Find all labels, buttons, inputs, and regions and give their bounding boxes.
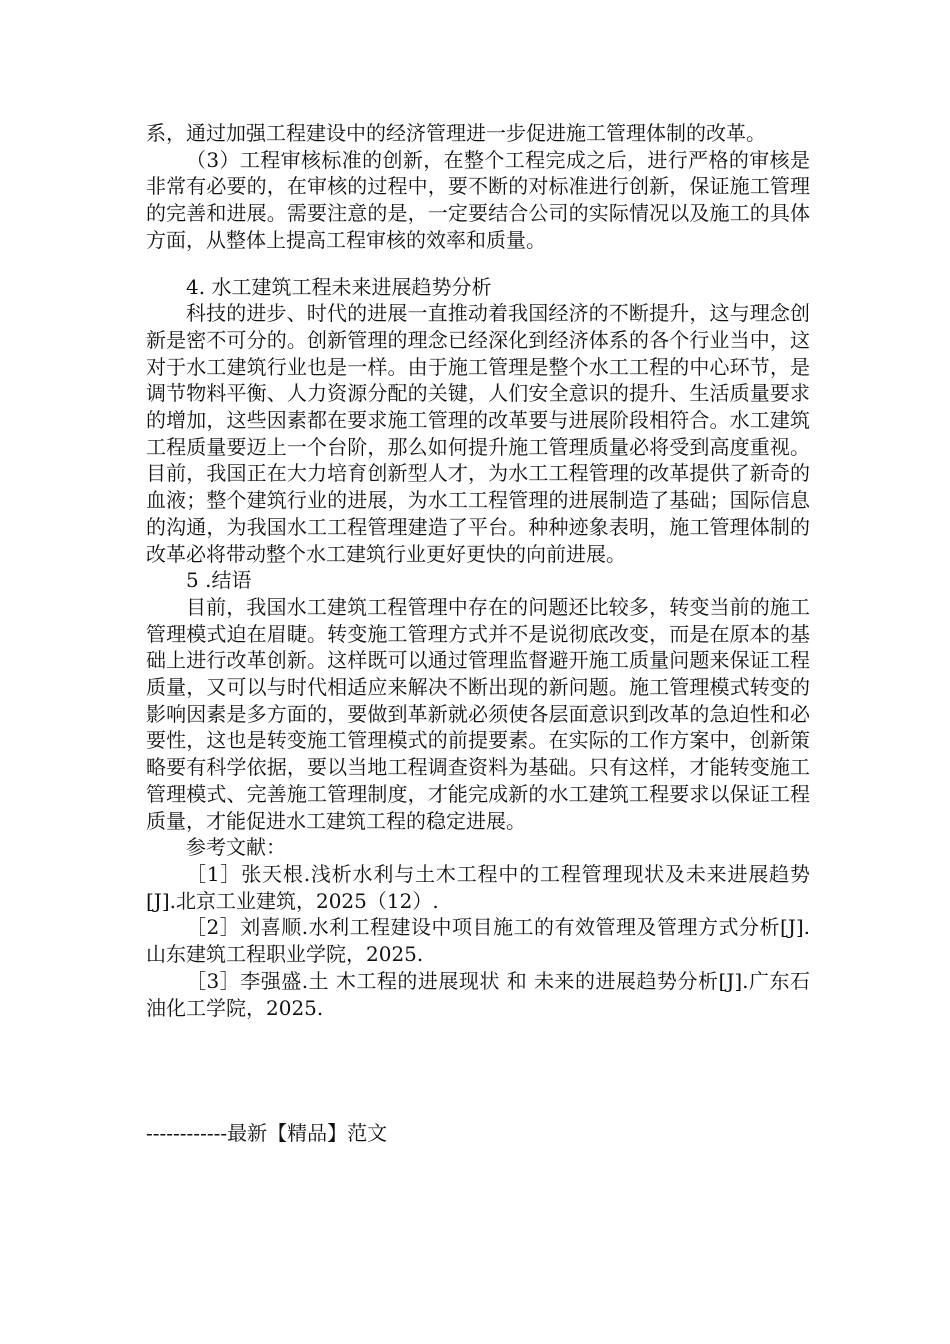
document-body bbox=[146, 120, 810, 1021]
reference-item-1: ［1］张天根.浅析水利与土木工程中的工程管理现状及未来进展趋势[J].北京工业建筑，2025（12）. bbox=[146, 861, 810, 913]
reference-item-2: ［2］刘喜顺.水利工程建设中项目施工的有效管理及管理方式分析[J].山东建筑工程职业学院，2025. bbox=[146, 915, 810, 967]
footer-label: ------------最新【精品】范文 bbox=[146, 1121, 388, 1145]
references-title: 参考文献： bbox=[186, 835, 286, 860]
section-heading-5: 5 .结语 bbox=[186, 568, 252, 593]
paragraph-audit-standard: （3）工程审核标准的创新，在整个工程完成之后，进行严格的审核是非常有必要的，在审核的过程中，要不断的对标准进行创新，保证施工管理的完善和进展。需要注意的是，一定要结合公司的实际情况以及施工的具体方面，从整体上提高工程审核的效率和质量。 bbox=[146, 147, 810, 252]
paragraph-continued: 系，通过加强工程建设中的经济管理进一步促进施工管理体制的改革。 bbox=[146, 121, 766, 145]
section-heading-4: 4. 水工建筑工程未来进展趋势分析 bbox=[186, 274, 492, 299]
paragraph-conclusion: 目前，我国水工建筑工程管理中存在的问题还比较多，转变当前的施工管理模式迫在眉睫。转变施工管理方式并不是说彻底改变，而是在原本的基础上进行改革创新。这样既可以通过管理监督避开施工质量问题来保证工程质量，又可以与时代相适应来解决不断出现的新问题。施工管理模式转变的影响因素是多方面的，要做到革新就必须使各层面意识到改革的急迫性和必要性，这也是转变施工管理模式的前提要素。在实际的工作方案中，创新策略要有科学依据，要以当地工程调查资料为基础。只有这样，才能转变施工管理模式、完善施工管理制度，才能完成新的水工建筑工程要求以保证工程质量，才能促进水工建筑工程的稳定进展。 bbox=[146, 594, 810, 833]
reference-item-3: ［3］李强盛.土 木工程的进展现状 和 未来的进展趋势分析[J].广东石油化工学院，2025. bbox=[146, 968, 810, 1020]
paragraph-future-trends: 科技的进步、时代的进展一直推动着我国经济的不断提升，这与理念创新是密不可分的。创新管理的理念已经深化到经济体系的各个行业当中，这对于水工建筑行业也是一样。由于施工管理是整个水工工程的中心环节，是调节物料平衡、人力资源分配的关键，人们安全意识的提升、生活质量要求的增加，这些因素都在要求施工管理的改革要与进展阶段相符合。水工建筑工程质量要迈上一个台阶，那么如何提升施工管理质量必将受到高度重视。目前，我国正在大力培育创新型人才，为水工工程管理的改革提供了新奇的血液；整个建筑行业的进展，为水工工程管理的进展制造了基础；国际信息的沟通，为我国水工工程管理建造了平台。种种迹象表明，施工管理体制的改革必将带动整个水工建筑行业更好更快的向前进展。 bbox=[146, 301, 810, 566]
